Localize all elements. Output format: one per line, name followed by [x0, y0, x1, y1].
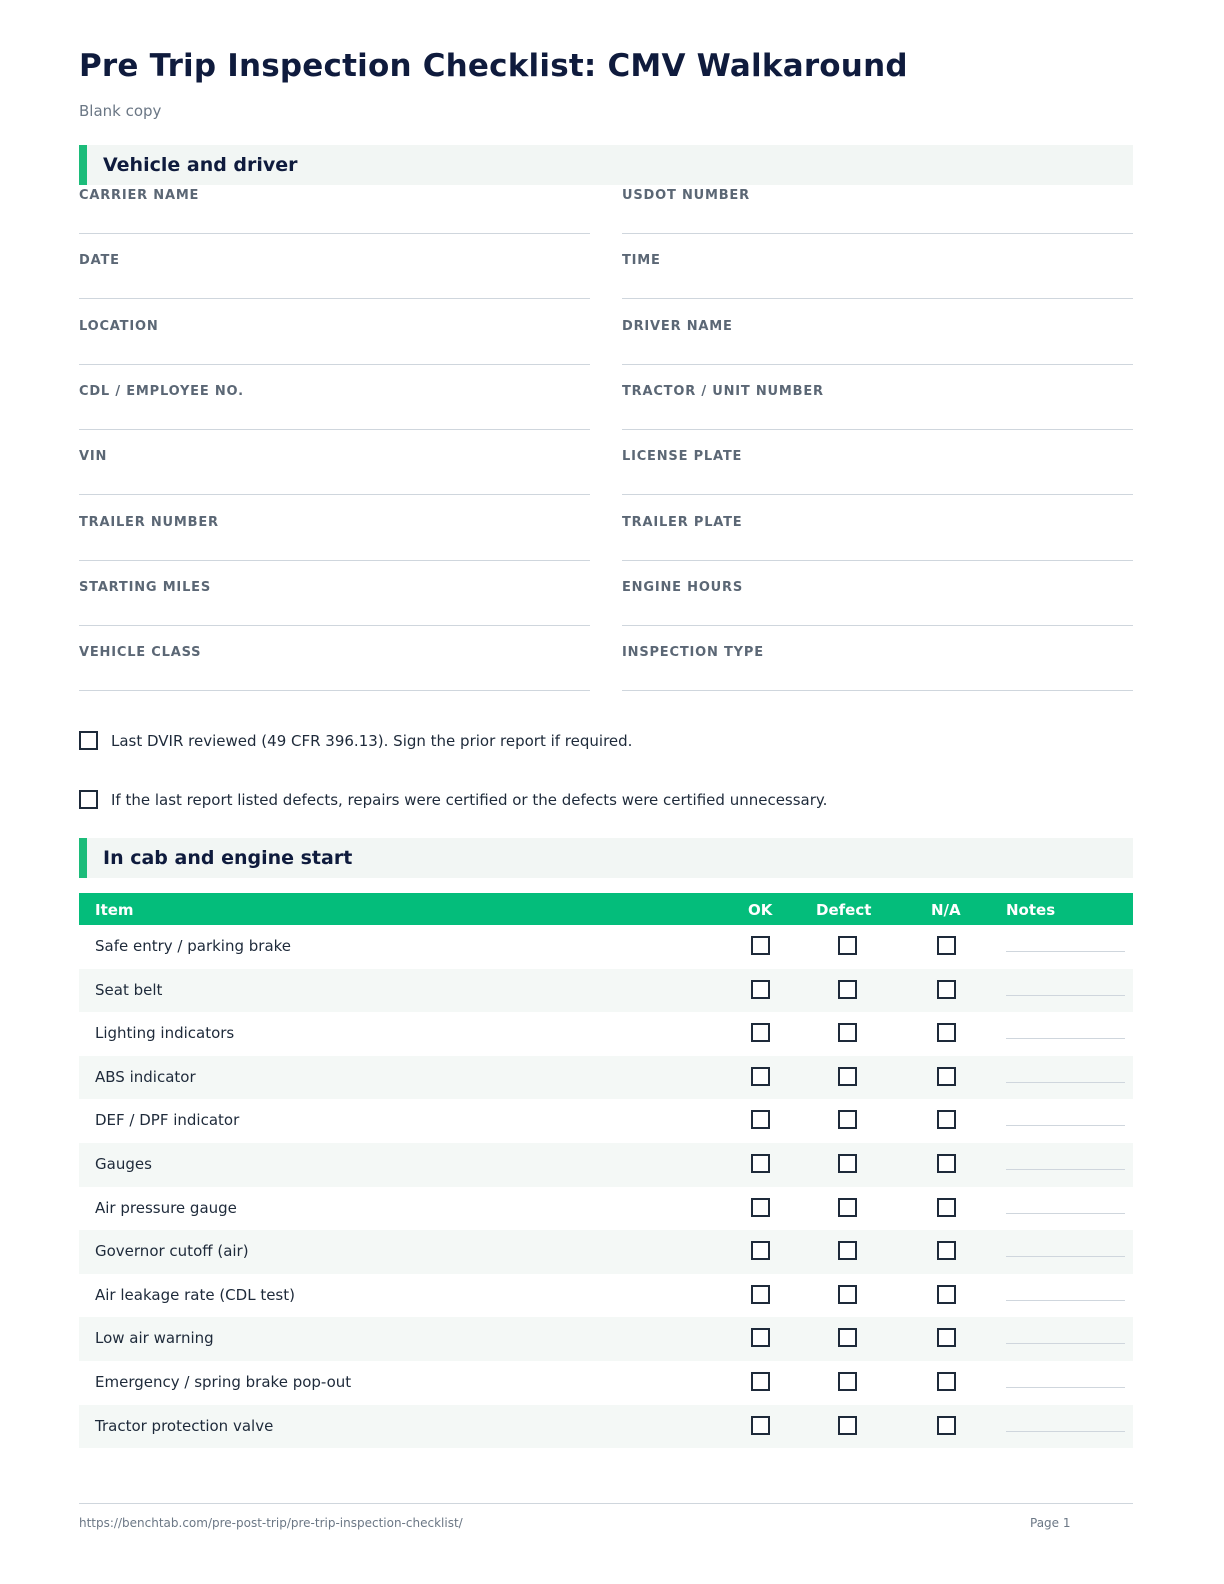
na-checkbox[interactable] — [937, 1328, 956, 1347]
ok-checkbox[interactable] — [751, 980, 770, 999]
field-label: DRIVER NAME — [622, 318, 733, 334]
form-field[interactable] — [622, 384, 1133, 430]
field-label: USDOT NUMBER — [622, 188, 750, 203]
notes-field[interactable] — [1006, 1038, 1125, 1039]
ok-checkbox[interactable] — [751, 1198, 770, 1217]
table-row — [79, 1361, 1133, 1405]
field-label: DATE — [79, 253, 120, 269]
section-header-vehicle — [79, 145, 1133, 185]
defect-checkbox[interactable] — [838, 1198, 857, 1217]
form-field[interactable] — [79, 645, 590, 691]
ok-checkbox[interactable] — [751, 1067, 770, 1086]
notes-field[interactable] — [1006, 1256, 1125, 1257]
notes-field[interactable] — [1006, 1343, 1125, 1344]
defect-checkbox[interactable] — [838, 1023, 857, 1042]
checklist-page — [79, 0, 1133, 1584]
table-row — [79, 1187, 1133, 1231]
column-header-item: Item — [95, 901, 134, 919]
field-label: LOCATION — [79, 318, 159, 334]
ok-checkbox[interactable] — [751, 1241, 770, 1260]
page-subtitle: Blank copy — [79, 102, 162, 120]
table-row — [79, 1317, 1133, 1361]
table-row — [79, 1012, 1133, 1056]
field-label: ENGINE HOURS — [622, 579, 744, 595]
form-field[interactable] — [622, 645, 1133, 691]
na-checkbox[interactable] — [937, 1416, 956, 1435]
na-checkbox[interactable] — [937, 1067, 956, 1086]
na-checkbox[interactable] — [937, 1285, 956, 1304]
field-label: VEHICLE CLASS — [79, 645, 202, 661]
section-title: Vehicle and driver — [103, 154, 298, 176]
na-checkbox[interactable] — [937, 1198, 956, 1217]
table-body — [79, 925, 1133, 1448]
item-label: Air pressure gauge — [95, 1198, 237, 1217]
ok-checkbox[interactable] — [751, 1416, 770, 1435]
ok-checkbox[interactable] — [751, 1285, 770, 1304]
notes-field[interactable] — [1006, 1387, 1125, 1388]
ok-checkbox[interactable] — [751, 1328, 770, 1347]
form-field[interactable] — [79, 515, 590, 561]
form-field[interactable] — [79, 384, 590, 430]
notes-field[interactable] — [1006, 951, 1125, 952]
field-label: VIN — [79, 449, 108, 465]
defect-checkbox[interactable] — [838, 1067, 857, 1086]
na-checkbox[interactable] — [937, 980, 956, 999]
field-label: INSPECTION TYPE — [622, 645, 764, 661]
notes-field[interactable] — [1006, 1431, 1125, 1432]
inspection-table — [79, 893, 1133, 1448]
defect-checkbox[interactable] — [838, 1416, 857, 1435]
table-row — [79, 969, 1133, 1013]
na-checkbox[interactable] — [937, 1154, 956, 1173]
na-checkbox[interactable] — [937, 1110, 956, 1129]
field-label: TRAILER NUMBER — [79, 514, 219, 530]
footer-divider — [79, 1503, 1133, 1504]
item-label: Air leakage rate (CDL test) — [95, 1285, 295, 1304]
form-field[interactable] — [622, 449, 1133, 495]
column-header-defect: Defect — [816, 901, 872, 919]
defect-checkbox[interactable] — [838, 1285, 857, 1304]
precheck-item — [79, 790, 1133, 814]
defect-checkbox[interactable] — [838, 1110, 857, 1129]
notes-field[interactable] — [1006, 1082, 1125, 1083]
section-header-cab — [79, 838, 1133, 878]
table-row — [79, 1274, 1133, 1318]
table-header — [79, 893, 1133, 925]
page-title: Pre Trip Inspection Checklist: CMV Walkaround — [79, 48, 908, 84]
na-checkbox[interactable] — [937, 936, 956, 955]
defect-checkbox[interactable] — [838, 936, 857, 955]
ok-checkbox[interactable] — [751, 936, 770, 955]
field-label: CARRIER NAME — [79, 188, 200, 203]
item-label: Low air warning — [95, 1329, 214, 1348]
table-row — [79, 1230, 1133, 1274]
field-label: TRAILER PLATE — [622, 514, 743, 530]
field-label: LICENSE PLATE — [622, 449, 743, 465]
notes-field[interactable] — [1006, 1213, 1125, 1214]
ok-checkbox[interactable] — [751, 1023, 770, 1042]
table-row — [79, 1405, 1133, 1449]
item-label: Governor cutoff (air) — [95, 1242, 249, 1261]
item-label: Tractor protection valve — [95, 1416, 274, 1435]
item-label: Lighting indicators — [95, 1024, 235, 1043]
column-header-notes: Notes — [1006, 901, 1056, 919]
form-field[interactable] — [79, 319, 590, 365]
item-label: Emergency / spring brake pop-out — [95, 1372, 352, 1391]
item-label: Safe entry / parking brake — [95, 937, 292, 955]
ok-checkbox[interactable] — [751, 1154, 770, 1173]
defect-checkbox[interactable] — [838, 1241, 857, 1260]
form-field[interactable] — [622, 515, 1133, 561]
table-row — [79, 1056, 1133, 1100]
defect-checkbox[interactable] — [838, 1372, 857, 1391]
field-label: TRACTOR / UNIT NUMBER — [622, 383, 824, 399]
checkbox[interactable] — [79, 731, 98, 750]
form-field[interactable] — [79, 253, 590, 299]
form-field[interactable] — [79, 449, 590, 495]
form-field[interactable] — [79, 580, 590, 626]
notes-field[interactable] — [1006, 1300, 1125, 1301]
item-label: Seat belt — [95, 980, 163, 999]
table-row — [79, 925, 1133, 969]
notes-field[interactable] — [1006, 995, 1125, 996]
field-label: STARTING MILES — [79, 579, 211, 595]
precheck-label: If the last report listed defects, repairs were certified or the defects were certified unnecessary. — [111, 791, 828, 809]
notes-field[interactable] — [1006, 1169, 1125, 1170]
section-title: In cab and engine start — [103, 847, 353, 869]
na-checkbox[interactable] — [937, 1023, 956, 1042]
footer-url: https://benchtab.com/pre-post-trip/pre-trip-inspection-checklist/ — [79, 1516, 463, 1530]
notes-field[interactable] — [1006, 1125, 1125, 1126]
na-checkbox[interactable] — [937, 1241, 956, 1260]
field-label: TIME — [622, 253, 661, 269]
na-checkbox[interactable] — [937, 1372, 956, 1391]
page-number: Page 1 — [1030, 1516, 1071, 1530]
table-row — [79, 1099, 1133, 1143]
defect-checkbox[interactable] — [838, 980, 857, 999]
item-label: DEF / DPF indicator — [95, 1111, 240, 1130]
form-field[interactable] — [622, 188, 1133, 234]
ok-checkbox[interactable] — [751, 1110, 770, 1129]
defect-checkbox[interactable] — [838, 1328, 857, 1347]
precheck-item — [79, 731, 1133, 755]
checkbox[interactable] — [79, 790, 98, 809]
precheck-label: Last DVIR reviewed (49 CFR 396.13). Sign the prior report if required. — [111, 732, 633, 750]
ok-checkbox[interactable] — [751, 1372, 770, 1391]
table-row — [79, 1143, 1133, 1187]
form-field[interactable] — [79, 188, 590, 234]
item-label: Gauges — [95, 1154, 152, 1173]
column-header-na: N/A — [931, 901, 961, 919]
form-field[interactable] — [622, 253, 1133, 299]
form-field[interactable] — [622, 580, 1133, 626]
defect-checkbox[interactable] — [838, 1154, 857, 1173]
item-label: ABS indicator — [95, 1067, 196, 1086]
form-field[interactable] — [622, 319, 1133, 365]
column-header-ok: OK — [748, 901, 773, 919]
field-label: CDL / EMPLOYEE NO. — [79, 383, 244, 399]
